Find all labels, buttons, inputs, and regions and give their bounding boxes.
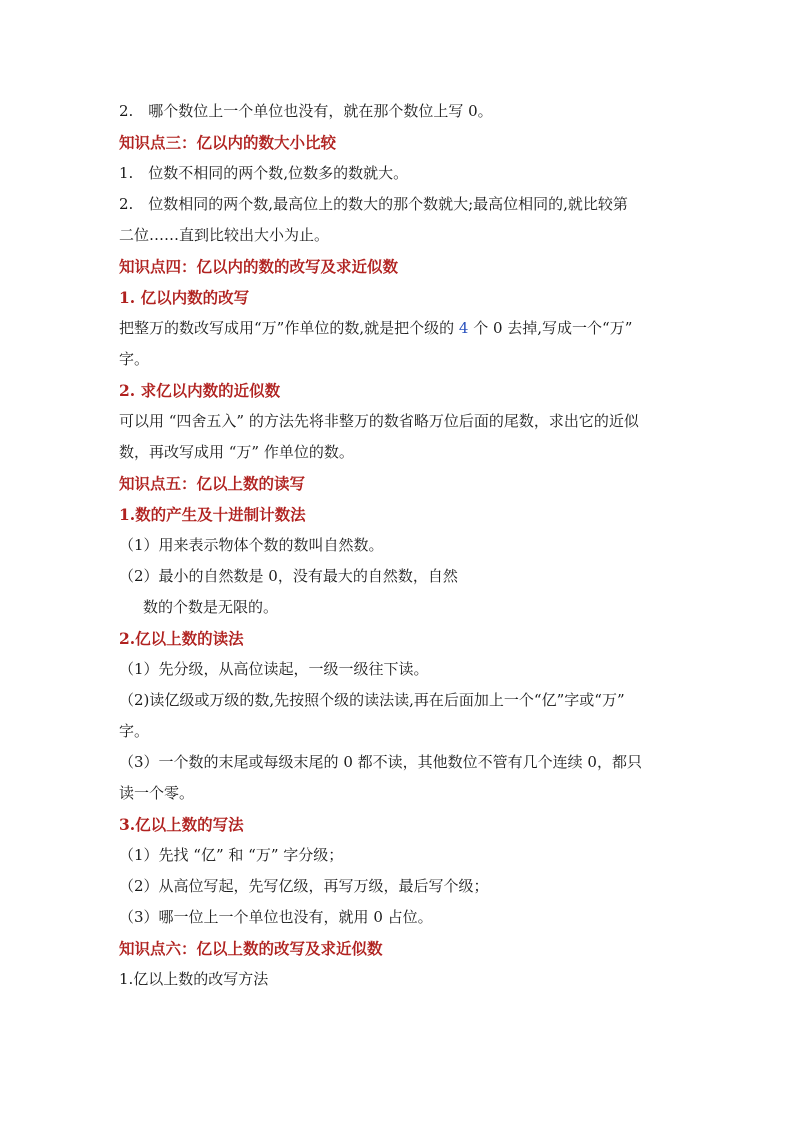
natural-number-definition: （1）用来表示物体个数的数叫自然数。 [119,536,384,554]
reading-rule-2: （2)读亿级或万级的数,先按照个级的读法读,再在后面加上一个“亿”字或“万” [119,691,625,709]
document-page [119,96,679,995]
writing-rule-2: （2）从高位写起，先写亿级，再写万级，最后写个级； [119,877,489,895]
subheading-writing-above-yi: 3.亿以上数的写法 [119,815,244,834]
subheading-reading-above-yi: 2.亿以上数的读法 [119,629,244,648]
approximate-rule-cont: 数，再改写成用 “万” 作单位的数。 [119,443,354,461]
heading-knowledge-point-3: 知识点三：亿以内的数大小比较 [119,133,337,152]
subheading-rewrite-within-yi: 1. 亿以内数的改写 [119,288,250,307]
writing-rule-1: （1）先找 “亿” 和 “万” 字分级； [119,846,344,864]
rewrite-rule-text-a: 把整万的数改写成用“万”作单位的数,就是把个级的 [119,319,459,337]
subheading-decimal-counting: 1.数的产生及十进制计数法 [119,505,306,524]
subheading-approximate-within-yi: 2. 求亿以内数的近似数 [119,381,281,400]
rewrite-rule-cont: 字。 [119,350,150,368]
smallest-natural-number: （2）最小的自然数是 0，没有最大的自然数，自然 [119,567,458,585]
heading-knowledge-point-5: 知识点五：亿以上数的读写 [119,474,306,493]
reading-rule-2-cont: 字。 [119,722,150,740]
reading-rule-3-cont: 读一个零。 [119,784,195,802]
rule-same-digits-cont: 二位……直到比较出大小为止。 [119,226,330,244]
rewrite-rule-line [119,313,679,344]
heading-knowledge-point-6: 知识点六：亿以上数的改写及求近似数 [119,939,383,958]
smallest-natural-number-cont: 数的个数是无限的。 [143,598,279,616]
rewrite-method-above-yi: 1.亿以上数的改写方法 [119,970,269,988]
rule-same-digits: 2. 位数相同的两个数,最高位上的数大的那个数就大;最高位相同的,就比较第 [119,195,628,213]
approximate-rule: 可以用 “四舍五入” 的方法先将非整万的数省略万位后面的尾数，求出它的近似 [119,412,639,430]
heading-knowledge-point-4: 知识点四：亿以内的数的改写及求近似数 [119,257,399,276]
rule-different-digits: 1. 位数不相同的两个数,位数多的数就大。 [119,164,409,182]
reading-rule-3: （3）一个数的末尾或每级末尾的 0 都不读，其他数位不管有几个连续 0，都只 [119,753,642,771]
writing-rule-3: （3）哪一位上一个单位也没有，就用 0 占位。 [119,908,433,926]
rule-no-unit-write-zero: 2. 哪个数位上一个单位也没有，就在那个数位上写 0。 [119,102,493,120]
rewrite-rule-text-b: 个 0 去掉,写成一个“万” [468,319,633,337]
reading-rule-1: （1）先分级，从高位读起，一级一级往下读。 [119,660,429,678]
rewrite-rule-number: 4 [458,319,469,337]
